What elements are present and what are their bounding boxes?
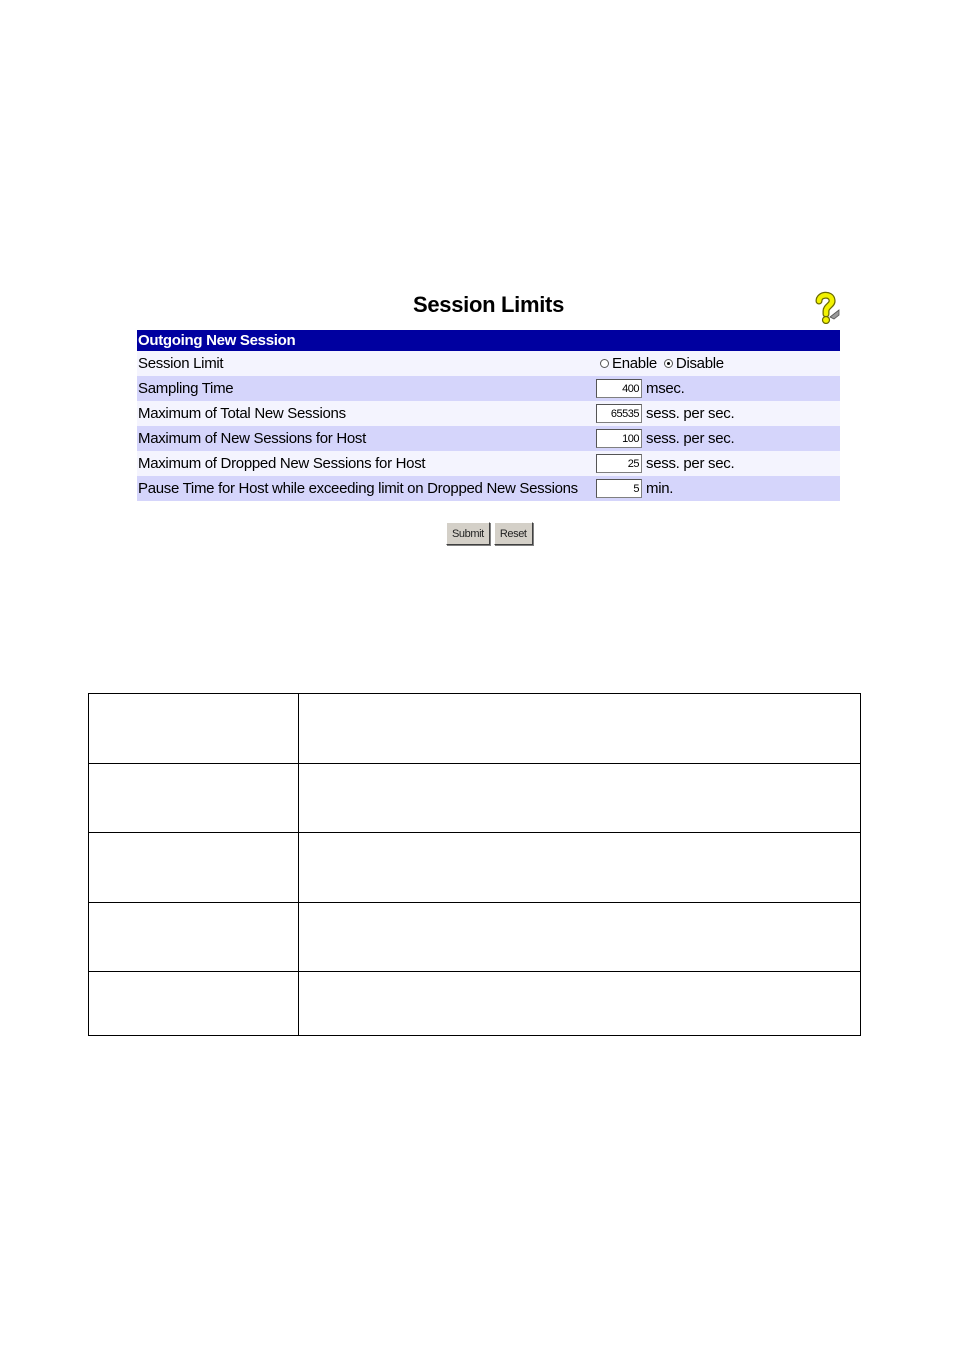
disable-radio-label[interactable]: Disable [675,355,724,372]
table-row [89,972,861,1036]
max-dropped-sessions-label: Maximum of Dropped New Sessions for Host [138,455,426,472]
max-total-sessions-unit: sess. per sec. [646,405,735,422]
submit-button[interactable]: Submit [446,522,490,545]
table-row [89,833,861,903]
max-dropped-sessions-unit: sess. per sec. [646,455,735,472]
section-header: Outgoing New Session [137,330,840,351]
table-cell [299,764,861,833]
pause-time-unit: min. [646,480,674,497]
session-limit-row [137,351,840,376]
max-host-sessions-label: Maximum of New Sessions for Host [138,430,366,447]
description-table [88,693,861,1036]
settings-panel [137,330,840,501]
table-cell [89,903,299,972]
table-cell [89,833,299,903]
pause-time-row [137,476,840,501]
max-total-sessions-row [137,401,840,426]
form-buttons [446,522,533,545]
enable-radio-label[interactable]: Enable [612,355,657,372]
max-host-sessions-row [137,426,840,451]
disable-radio[interactable] [664,359,673,368]
table-cell [299,903,861,972]
max-dropped-sessions-row [137,451,840,476]
enable-radio[interactable] [600,359,609,368]
sampling-time-row [137,376,840,401]
table-cell [299,833,861,903]
table-cell [299,694,861,764]
max-dropped-sessions-input[interactable] [596,454,642,473]
max-host-sessions-unit: sess. per sec. [646,430,735,447]
table-cell [89,694,299,764]
table-row [89,903,861,972]
max-host-sessions-input[interactable] [596,429,642,448]
page-title: Session Limits [412,292,565,317]
table-row [89,694,861,764]
session-limit-label: Session Limit [138,355,224,372]
table-row [89,764,861,833]
sampling-time-input[interactable] [596,379,642,398]
table-cell [299,972,861,1036]
reset-button[interactable]: Reset [494,522,533,545]
table-cell [89,972,299,1036]
sampling-time-label: Sampling Time [138,380,234,397]
table-cell [89,764,299,833]
pause-time-input[interactable] [596,479,642,498]
pause-time-label: Pause Time for Host while exceeding limit on Dropped New Sessions [138,480,578,497]
max-total-sessions-input[interactable] [596,404,642,423]
sampling-time-unit: msec. [646,380,685,397]
max-total-sessions-label: Maximum of Total New Sessions [138,405,346,422]
session-limit-radio-group [595,351,727,376]
help-question-icon[interactable] [810,290,840,324]
